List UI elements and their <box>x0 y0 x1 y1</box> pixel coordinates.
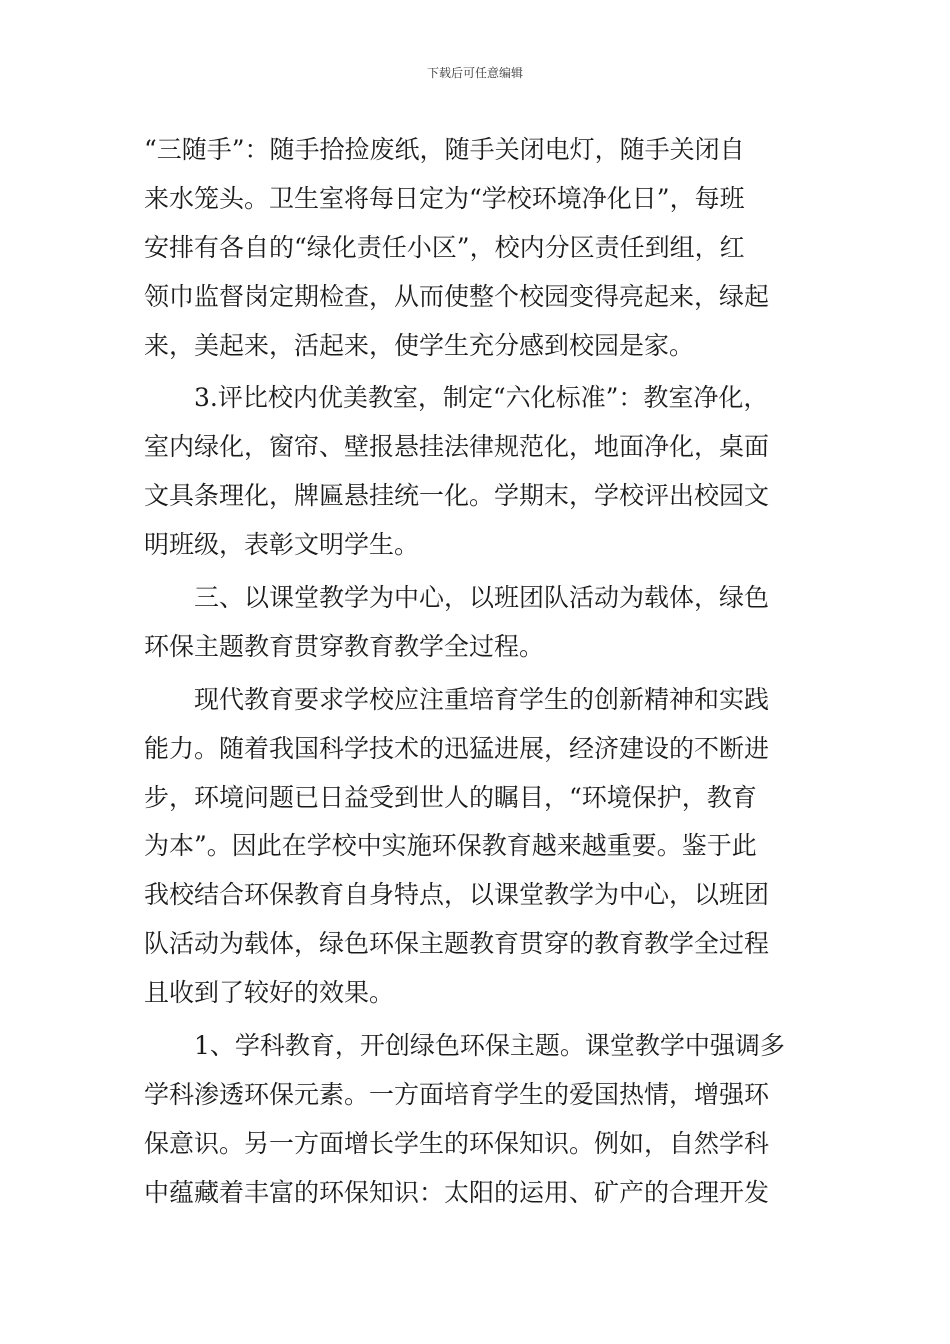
text-line: 领巾监督岗定期检查，从而使整个校园变得亮起来，绿起 <box>144 281 770 311</box>
document-body <box>144 126 808 1218</box>
page-header: 下载后可任意编辑 <box>426 66 523 80</box>
text-line: 安排有各自的“绿化责任小区”，校内分区责任到组，红 <box>144 232 745 262</box>
paragraph <box>144 574 808 672</box>
paragraph <box>144 1022 808 1218</box>
text-line: 我校结合环保教育自身特点，以课堂教学为中心，以班团 <box>144 880 770 910</box>
text-line: 步，环境问题已日益受到世人的瞩目，“环境保护，教育 <box>144 782 757 812</box>
text-line: 能力。随着我国科学技术的迅猛进展，经济建设的不断进 <box>144 733 770 763</box>
text-line: 中蕴藏着丰富的环保知识：太阳的运用、矿产的合理开发 <box>144 1177 770 1207</box>
text-line: “三随手”：随手拾捡废纸，随手关闭电灯，随手关闭自 <box>144 135 745 164</box>
text-line: 保意识。另一方面增长学生的环保知识。例如，自然学科 <box>144 1128 770 1158</box>
paragraph <box>144 374 808 570</box>
text-line: 明班级，表彰文明学生。 <box>144 530 420 560</box>
text-line: 文具条理化，牌匾悬挂统一化。学期末，学校评出校园文 <box>144 481 770 511</box>
text-line: 3.评比校内优美教室，制定“六化标准”：教室净化， <box>194 383 769 413</box>
text-line: 且收到了较好的效果。 <box>144 978 395 1008</box>
text-line: 环保主题教育贯穿教育教学全过程。 <box>144 631 545 661</box>
text-line: 1、学科教育，开创绿色环保主题。课堂教学中强调多 <box>194 1031 785 1061</box>
text-line: 队活动为载体，绿色环保主题教育贯穿的教育教学全过程 <box>144 929 770 959</box>
text-line: 现代教育要求学校应注重培育学生的创新精神和实践 <box>194 684 770 714</box>
text-line: 来，美起来，活起来，使学生充分感到校园是家。 <box>144 330 695 360</box>
text-line: 来水笼头。卫生室将每日定为“学校环境净化日”，每班 <box>144 183 745 213</box>
paragraph <box>144 676 808 1018</box>
text-line: 学科渗透环保元素。一方面培育学生的爱国热情，增强环 <box>144 1079 770 1109</box>
text-line: 三、以课堂教学为中心，以班团队活动为载体，绿色 <box>194 583 770 613</box>
text-line: 室内绿化，窗帘、壁报悬挂法律规范化，地面净化，桌面 <box>144 432 770 462</box>
text-line: 为本”。因此在学校中实施环保教育越来越重要。鉴于此 <box>144 831 757 861</box>
paragraph <box>144 126 808 370</box>
